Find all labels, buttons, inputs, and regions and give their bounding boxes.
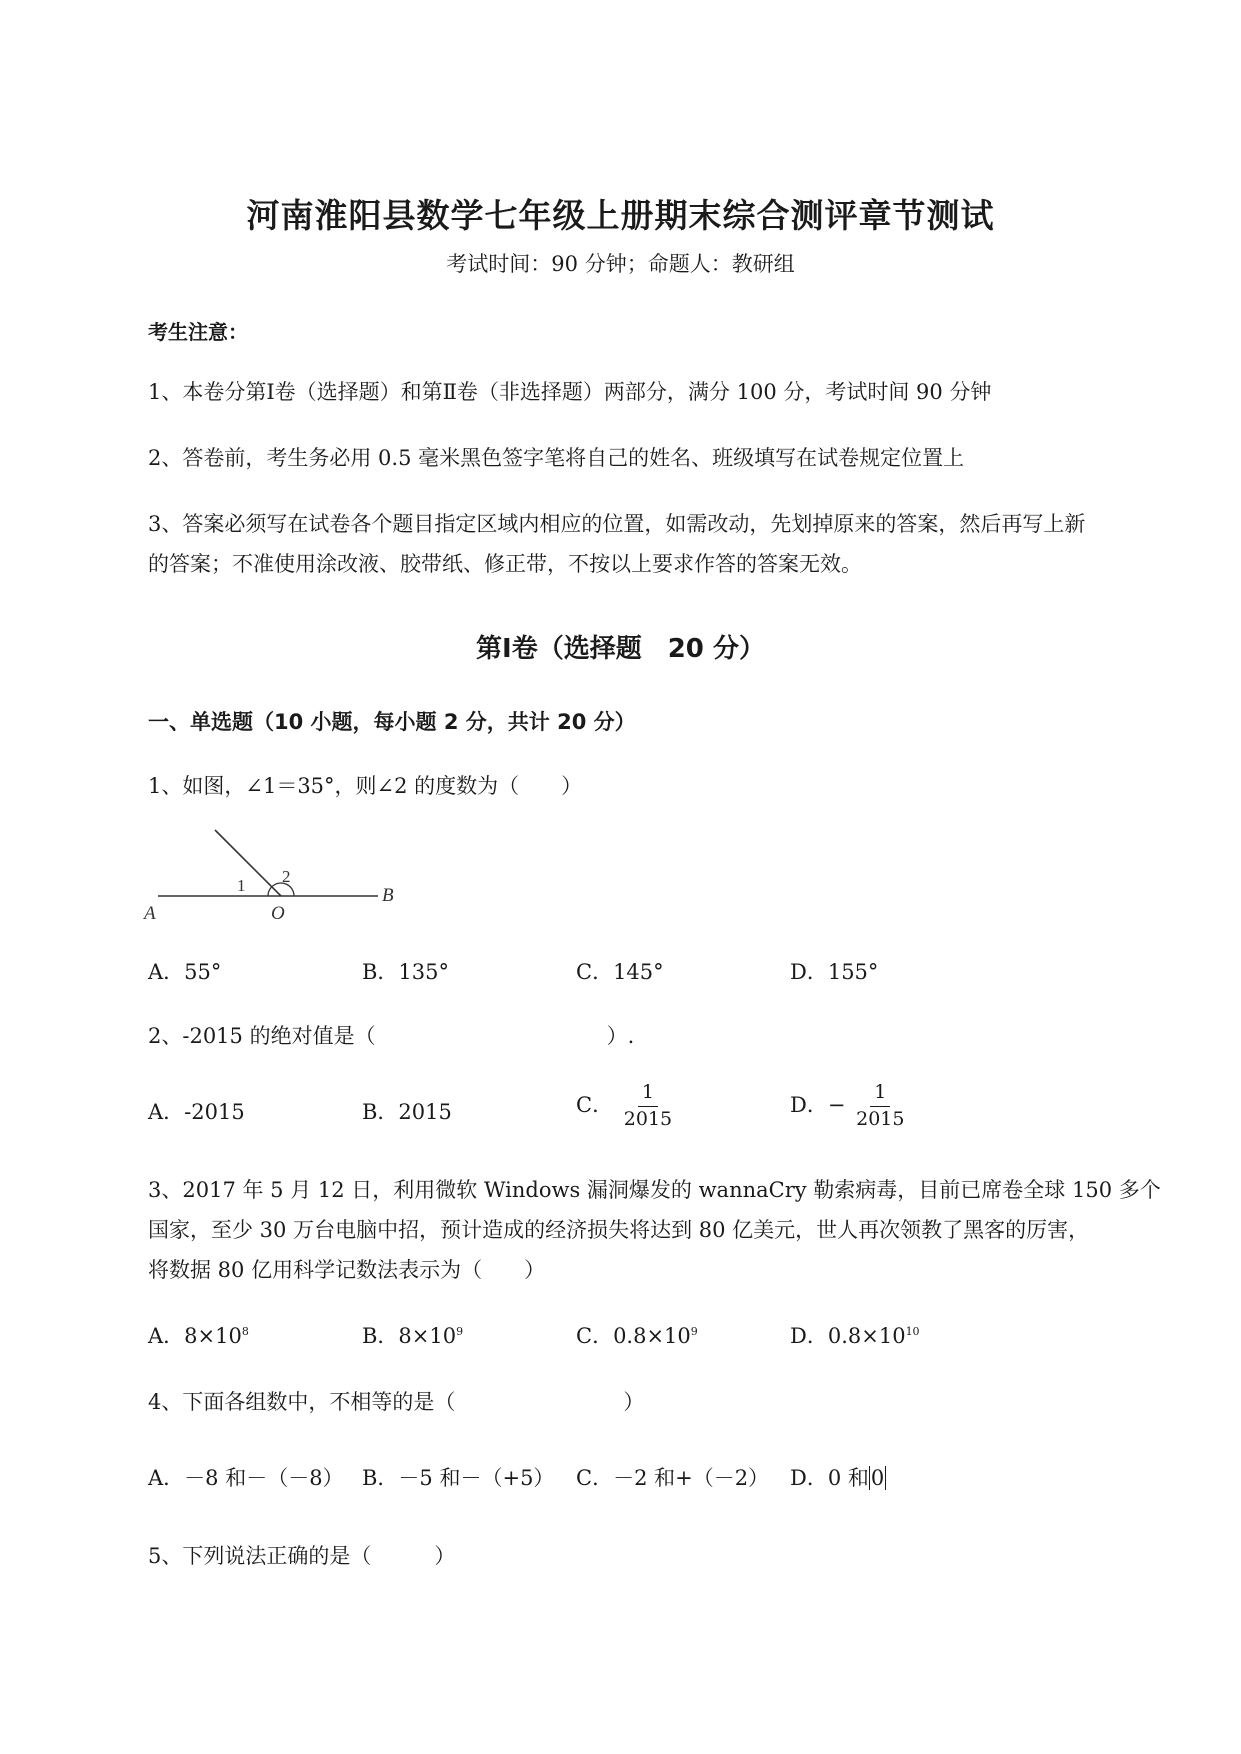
notice-item-3-cont: 的答案；不准使用涂改液、胶带纸、修正带，不按以上要求作答的答案无效。 xyxy=(148,552,862,576)
fraction-numerator: 1 xyxy=(638,1082,658,1107)
question-2-stem: 2、-2015 的绝对值是（ ）. xyxy=(148,1024,635,1048)
q3-option-c[interactable] xyxy=(576,1320,698,1350)
point-o-label: O xyxy=(271,903,285,924)
angle-1-label: 1 xyxy=(237,876,246,895)
point-a-label: A xyxy=(144,903,156,924)
q3-option-d[interactable] xyxy=(790,1320,920,1350)
q1-option-b[interactable]: B．135° xyxy=(362,960,450,984)
question-3-stem-line-3: 将数据 80 亿用科学记数法表示为（ ） xyxy=(148,1258,546,1282)
q2-option-d[interactable] xyxy=(790,1082,908,1131)
q2-option-c-fraction xyxy=(620,1082,676,1131)
point-b-label: B xyxy=(382,885,394,906)
q3-option-b[interactable] xyxy=(362,1320,463,1350)
q2-option-a[interactable]: A．-2015 xyxy=(148,1100,245,1124)
ray-oc xyxy=(215,830,281,896)
page-title: 河南淮阳县数学七年级上册期末综合测评章节测试 xyxy=(246,196,995,235)
q4-option-d-prefix: D．0 和 xyxy=(790,1466,869,1490)
question-3-stem-line-1: 3、2017 年 5 月 12 日，利用微软 Windows 漏洞爆发的 wannaCry 勒索病毒，目前已席卷全球 150 多个 xyxy=(148,1178,1161,1202)
angle-2-label: 2 xyxy=(282,867,291,886)
q2-option-c-prefix: C． xyxy=(576,1092,614,1117)
fraction-denominator: 2015 xyxy=(856,1107,905,1130)
q4-option-d[interactable] xyxy=(790,1462,886,1492)
exam-info: 考试时间：90 分钟；命题人：教研组 xyxy=(446,252,795,276)
q3-option-c-exponent: 9 xyxy=(690,1325,698,1338)
question-5-stem: 5、下列说法正确的是（ ） xyxy=(148,1544,456,1568)
q3-option-b-exponent: 9 xyxy=(456,1325,464,1338)
notice-item-3: 3、答案必须写在试卷各个题目指定区域内相应的位置，如需改动，先划掉原来的答案，然后再写上新 xyxy=(148,512,1086,536)
q3-option-c-base: C．0.8×10 xyxy=(576,1324,691,1348)
q2-option-b[interactable]: B．2015 xyxy=(362,1100,452,1124)
q3-option-d-exponent: 10 xyxy=(905,1325,920,1338)
q4-option-a[interactable]: A．－8 和－（－8） xyxy=(148,1466,344,1490)
notice-item-2: 2、答卷前，考生务必用 0.5 毫米黑色签字笔将自己的姓名、班级填写在试卷规定位置上 xyxy=(148,446,965,470)
angle-figure xyxy=(140,825,410,925)
q1-option-d[interactable]: D．155° xyxy=(790,960,879,984)
q3-option-b-base: B．8×10 xyxy=(362,1324,457,1348)
question-1-stem: 1、如图，∠1＝35°，则∠2 的度数为（ ） xyxy=(148,774,583,798)
section-title: 第Ⅰ卷（选择题 20 分） xyxy=(476,634,765,664)
q1-option-c[interactable]: C．145° xyxy=(576,960,664,984)
part-title: 一、单选题（10 小题，每小题 2 分，共计 20 分） xyxy=(148,710,636,734)
q2-option-d-prefix: D．− xyxy=(790,1092,846,1117)
q3-option-a-base: A．8×10 xyxy=(148,1324,242,1348)
q4-option-b[interactable]: B．－5 和－（+5） xyxy=(362,1466,555,1490)
q3-option-a[interactable] xyxy=(148,1320,249,1350)
question-3-stem-line-2: 国家，至少 30 万台电脑中招，预计造成的经济损失将达到 80 亿美元，世人再次领教了黑客的厉害， xyxy=(148,1218,1090,1242)
q2-option-d-fraction xyxy=(852,1082,908,1131)
q1-option-a[interactable]: A．55° xyxy=(148,960,222,984)
notice-heading: 考生注意： xyxy=(148,320,248,344)
q3-option-a-exponent: 8 xyxy=(241,1325,249,1338)
q2-option-c[interactable] xyxy=(576,1082,676,1131)
notice-item-1: 1、本卷分第Ⅰ卷（选择题）和第Ⅱ卷（非选择题）两部分，满分 100 分，考试时间 90 分钟 xyxy=(148,380,992,404)
angle-1-arc xyxy=(268,887,272,896)
fraction-numerator: 1 xyxy=(870,1082,890,1107)
q3-option-d-base: D．0.8×10 xyxy=(790,1324,906,1348)
absolute-value-zero: 0 xyxy=(870,1466,885,1490)
q4-option-c[interactable]: C．－2 和+（－2） xyxy=(576,1466,770,1490)
fraction-denominator: 2015 xyxy=(623,1107,673,1130)
question-4-stem: 4、下面各组数中，不相等的是（ ） xyxy=(148,1390,645,1414)
